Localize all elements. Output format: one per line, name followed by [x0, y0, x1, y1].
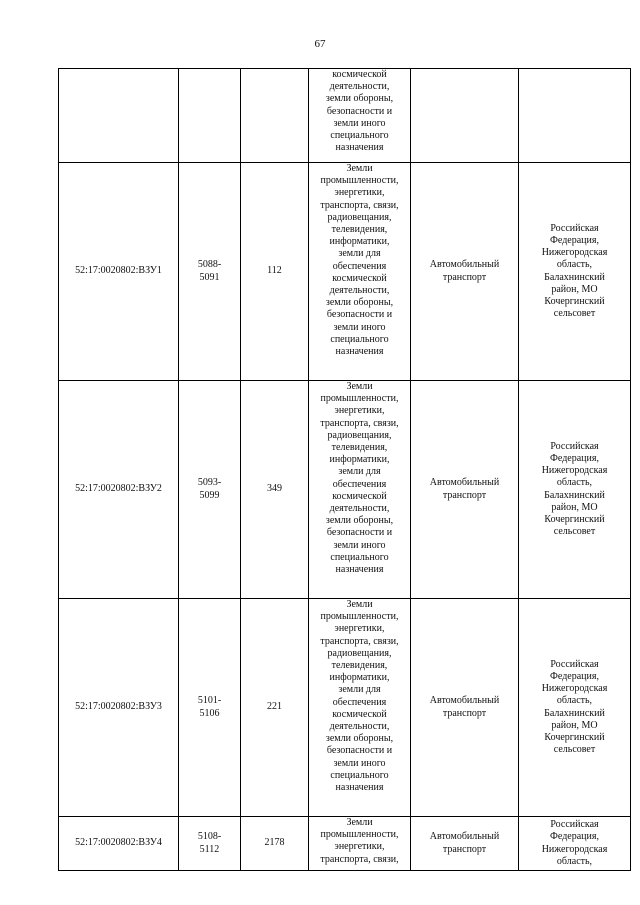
- area-cell: 349: [241, 381, 309, 599]
- land-plots-table: [58, 68, 631, 871]
- land-category-cell: космической деятельности, земли обороны, безопасности и земли иного специального назначения: [309, 69, 411, 163]
- table-row: [59, 817, 631, 871]
- page-number: 67: [314, 38, 326, 50]
- location-cell: Российская Федерация, Нижегородская область, Балахнинский район, МО Кочергинский сельсовет: [519, 381, 631, 599]
- area-cell: 112: [241, 163, 309, 381]
- point-numbers-cell: 5101- 5106: [179, 599, 241, 817]
- use-type-cell: Автомобильный транспорт: [411, 381, 519, 599]
- point-numbers-cell: 5093- 5099: [179, 381, 241, 599]
- cadastral-number-cell: 52:17:0020802:ВЗУ4: [59, 817, 179, 871]
- use-type-cell: Автомобильный транспорт: [411, 817, 519, 871]
- point-numbers-cell: [179, 69, 241, 163]
- cadastral-number-cell: 52:17:0020802:ВЗУ1: [59, 163, 179, 381]
- cadastral-number-cell: 52:17:0020802:ВЗУ3: [59, 599, 179, 817]
- point-numbers-cell: 5108- 5112: [179, 817, 241, 871]
- table-row: [59, 599, 631, 817]
- land-category-cell: Земли промышленности, энергетики, транспорта, связи, радиовещания, телевидения, информатики, земли для обеспечения космической деятельности, земли обороны, безопасности и земли иного специального назначения: [309, 599, 411, 817]
- cadastral-number-cell: [59, 69, 179, 163]
- area-cell: 2178: [241, 817, 309, 871]
- area-cell: [241, 69, 309, 163]
- location-cell: Российская Федерация, Нижегородская область,: [519, 817, 631, 871]
- area-cell: 221: [241, 599, 309, 817]
- land-category-cell: Земли промышленности, энергетики, транспорта, связи,: [309, 817, 411, 871]
- land-category-cell: Земли промышленности, энергетики, транспорта, связи, радиовещания, телевидения, информатики, земли для обеспечения космической деятельности, земли обороны, безопасности и земли иного специального назначения: [309, 381, 411, 599]
- location-cell: Российская Федерация, Нижегородская область, Балахнинский район, МО Кочергинский сельсовет: [519, 163, 631, 381]
- point-numbers-cell: 5088- 5091: [179, 163, 241, 381]
- location-cell: Российская Федерация, Нижегородская область, Балахнинский район, МО Кочергинский сельсовет: [519, 599, 631, 817]
- table-row: [59, 163, 631, 381]
- use-type-cell: Автомобильный транспорт: [411, 163, 519, 381]
- land-category-cell: Земли промышленности, энергетики, транспорта, связи, радиовещания, телевидения, информатики, земли для обеспечения космической деятельности, земли обороны, безопасности и земли иного специального назначения: [309, 163, 411, 381]
- location-cell: [519, 69, 631, 163]
- table-row: [59, 381, 631, 599]
- table-row: [59, 69, 631, 163]
- use-type-cell: Автомобильный транспорт: [411, 599, 519, 817]
- use-type-cell: [411, 69, 519, 163]
- cadastral-number-cell: 52:17:0020802:ВЗУ2: [59, 381, 179, 599]
